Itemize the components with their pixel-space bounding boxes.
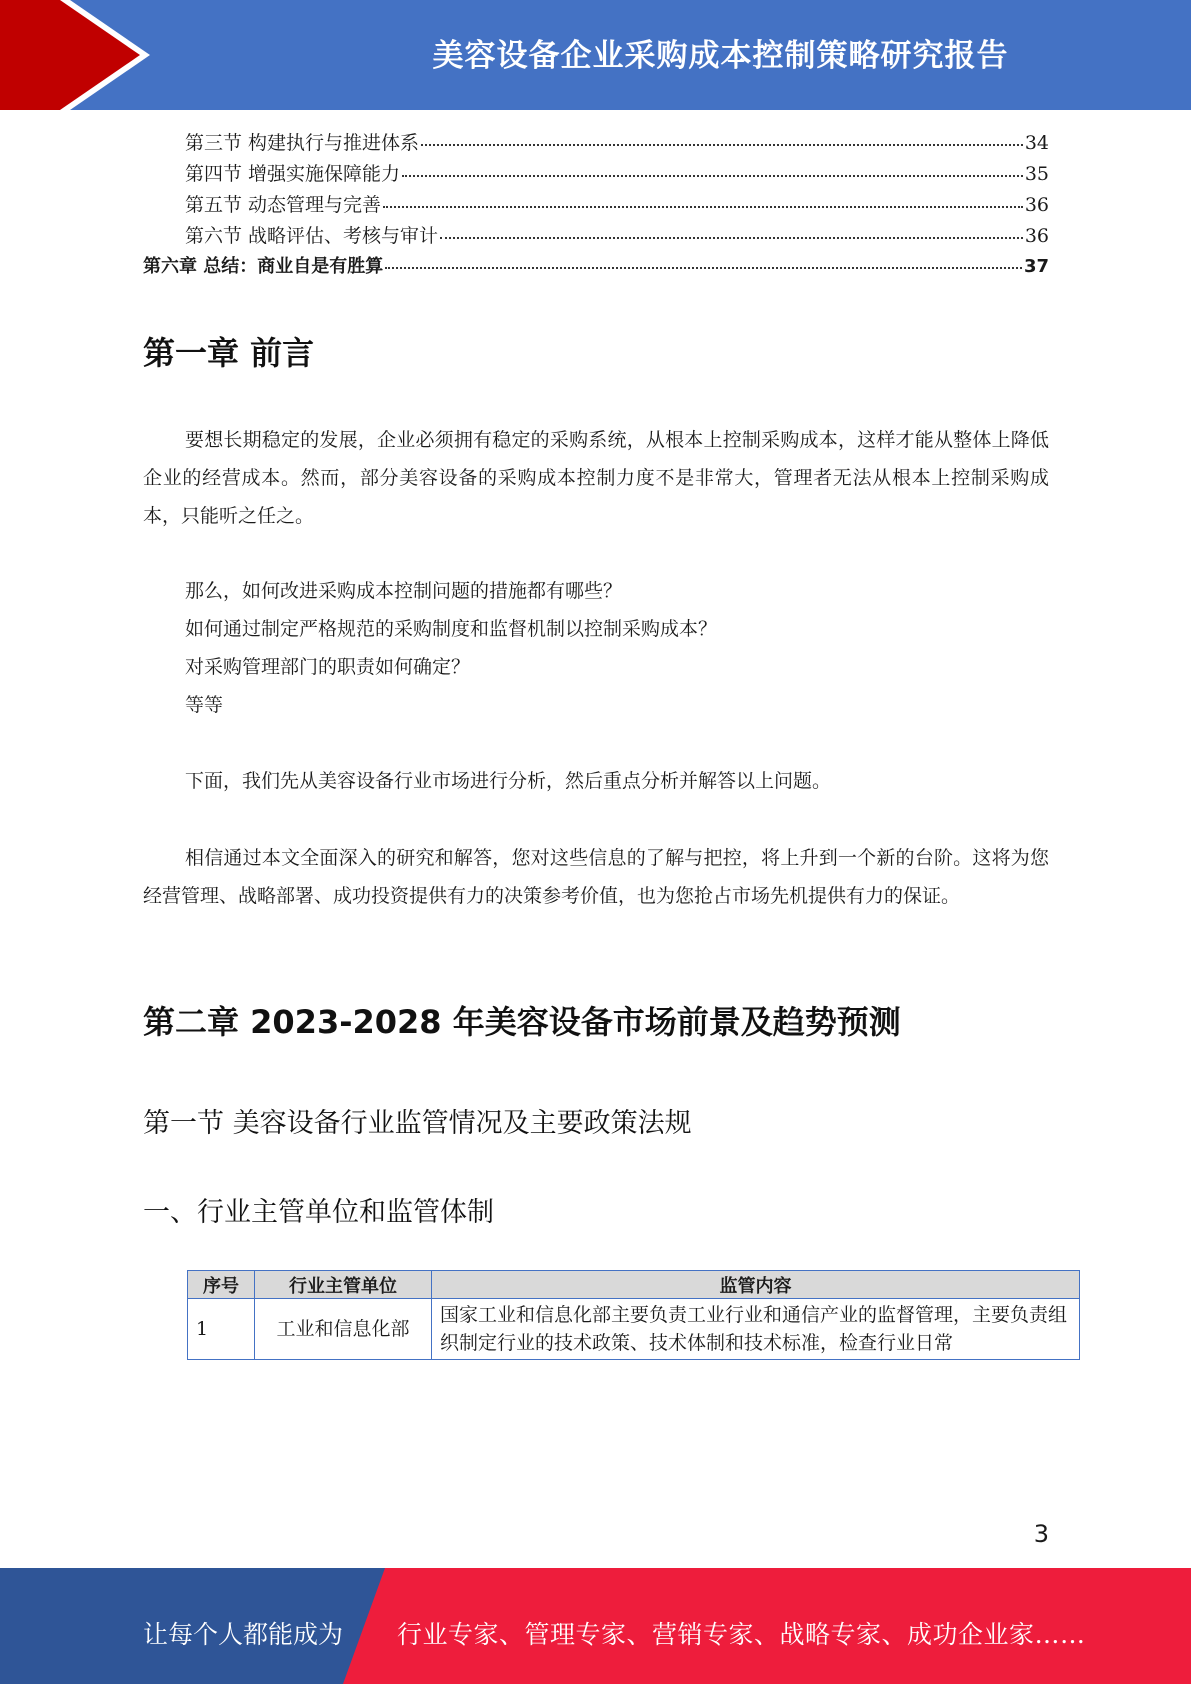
footer-slogan-left: 让每个人都能成为 [143, 1620, 344, 1649]
table-header-row [188, 1271, 1080, 1299]
col-header-content: 监管内容 [432, 1271, 1080, 1299]
page-footer [0, 1568, 1191, 1684]
question-line: 对采购管理部门的职责如何确定？ [185, 656, 471, 678]
toc-entry-title: 第六节 战略评估、考核与审计 [185, 225, 439, 247]
cell-unit: 工业和信息化部 [255, 1299, 432, 1360]
toc-leader [440, 237, 1023, 239]
table-of-contents [143, 128, 1049, 283]
paragraph-conclusion: 相信通过本文全面深入的研究和解答，您对这些信息的了解与把控，将上升到一个新的台阶。这将为您经营管理、战略部署、成功投资提供有力的决策参考价值，也为您抢占市场先机提供有力的保证。 [143, 847, 1049, 907]
toc-entry[interactable] [143, 221, 1049, 252]
toc-entry-page: 36 [1024, 225, 1049, 247]
header-arrow-graphic [0, 0, 160, 110]
toc-entry-title: 第三节 构建执行与推进体系 [185, 132, 420, 154]
subsection-heading: 一、行业主管单位和监管体制 [143, 1197, 494, 1228]
section-1-heading: 第一节 美容设备行业监管情况及主要政策法规 [143, 1108, 692, 1139]
footer-slogan-right: 行业专家、管理专家、营销专家、战略专家、成功企业家…… [397, 1620, 1086, 1649]
toc-entry[interactable] [143, 190, 1049, 221]
toc-leader [402, 175, 1023, 177]
toc-entry-page: 34 [1024, 132, 1049, 154]
question-line: 等等 [185, 694, 224, 716]
cell-no: 1 [188, 1299, 255, 1360]
paragraph-analysis: 下面，我们先从美容设备行业市场进行分析，然后重点分析并解答以上问题。 [185, 770, 832, 792]
toc-leader [385, 267, 1022, 269]
col-header-unit: 行业主管单位 [255, 1271, 432, 1299]
question-line: 那么，如何改进采购成本控制问题的措施都有哪些？ [185, 580, 623, 602]
chapter-1-heading: 第一章 前言 [143, 334, 315, 372]
toc-entry-page: 36 [1024, 194, 1049, 216]
col-header-no: 序号 [188, 1271, 255, 1299]
table-row [188, 1299, 1080, 1360]
question-line: 如何通过制定严格规范的采购制度和监督机制以控制采购成本？ [185, 618, 718, 640]
paragraph-intro: 要想长期稳定的发展，企业必须拥有稳定的采购系统，从根本上控制采购成本，这样才能从整体上降低企业的经营成本。然而，部分美容设备的采购成本控制力度不是非常大，管理者无法从根本上控制采购成本，只能听之任之。 [143, 429, 1049, 527]
chapter-2-heading: 第二章 2023-2028 年美容设备市场前景及趋势预测 [143, 1003, 901, 1041]
cell-content: 国家工业和信息化部主要负责工业行业和通信产业的监督管理，主要负责组织制定行业的技术政策、技术体制和技术标准，检查行业日常 [432, 1299, 1080, 1360]
page-number: 3 [1033, 1520, 1049, 1548]
toc-leader [383, 206, 1023, 208]
toc-entry[interactable] [143, 159, 1049, 190]
toc-leader [421, 144, 1023, 146]
toc-entry[interactable] [143, 128, 1049, 159]
toc-entry-title: 第六章 总结：商业自是有胜算 [143, 256, 384, 277]
regulator-table [187, 1270, 1080, 1360]
toc-entry-title: 第五节 动态管理与完善 [185, 194, 382, 216]
report-title: 美容设备企业采购成本控制策略研究报告 [432, 38, 1009, 74]
toc-entry-title: 第四节 增强实施保障能力 [185, 163, 401, 185]
toc-entry-chapter[interactable] [143, 252, 1049, 283]
toc-entry-page: 37 [1023, 256, 1049, 277]
toc-entry-page: 35 [1024, 163, 1049, 185]
page-header [0, 0, 1191, 110]
